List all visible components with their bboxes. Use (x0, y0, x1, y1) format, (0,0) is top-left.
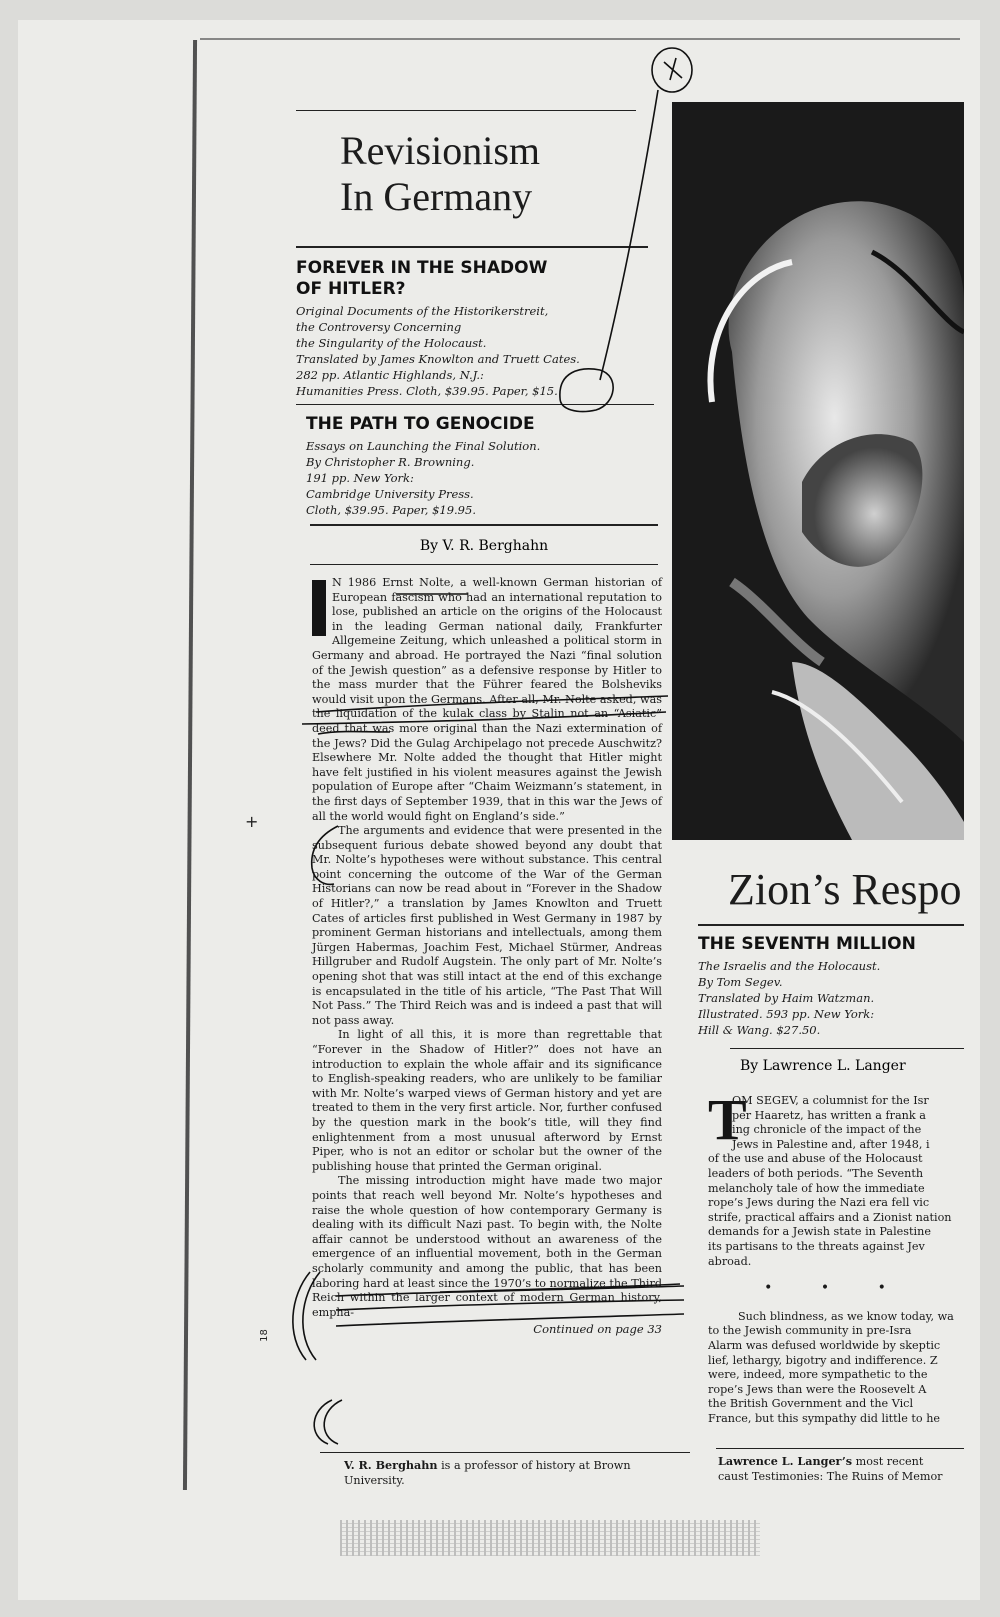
author-bio: is a professor of history at Brown University. (344, 1459, 631, 1487)
body-paragraph: The missing introduction might have made two major points that reach well beyond Mr. Nolte’s hypotheses and raise the whole question of how contemporary Germany is dealing with its difficult Nazi past. To begin with, the Nolte affair cannot be understood without an awareness of the emergence of an influential movement, both in the German scholarly community and among the public, that has been laboring hard at least since the 1970’s to normalize the Third Reich within the larger context of modern German history, empha- (312, 1174, 662, 1319)
author-rule (320, 1452, 690, 1453)
book3-heading: THE SEVENTH MILLION (698, 934, 916, 954)
article2-body (708, 1094, 964, 1426)
body-line: France, but this sympathy did little to he (708, 1411, 941, 1425)
body-paragraph: In light of all this, it is more than regrettable that “Forever in the Shadow of Hitler?” does not have an introduction to explain the whole affair and its significance to English-speaking readers, who are unlikely to be familiar with Mr. Nolte’s warped views of German history and yet are treated to them in the very first article. Nor, further confused by the question mark in the book’s title, will they find enlightenment from a most unusual afterword by Ernst Piper, who is not an editor or scholar but the owner of the publishing house that printed the German original. (312, 1028, 662, 1173)
book3-line: The Israelis and the Holocaust. (698, 959, 881, 973)
book2-line: 191 pp. New York: (306, 471, 414, 485)
article1-body (312, 576, 662, 1337)
continued-note: Continued on page 33 (533, 1322, 662, 1337)
article2-author-rule (716, 1448, 964, 1449)
body-line: to the Jewish community in pre-Isra (708, 1324, 912, 1338)
byline-top-rule (310, 524, 658, 526)
dropcap-t: T (708, 1094, 747, 1152)
book1-line: Translated by James Knowlton and Truett Cates. (296, 352, 580, 366)
book3-line: Translated by Haim Watzman. (698, 991, 875, 1005)
book1-line: the Singularity of the Holocaust. (296, 336, 487, 350)
book3-line: Illustrated. 593 pp. New York: (698, 1007, 875, 1021)
book1-line: the Controversy Concerning (296, 320, 462, 334)
title-line-2: In Germany (340, 174, 533, 219)
body-line: demands for a Jewish state in Palestine (708, 1225, 931, 1239)
book-divider-rule (296, 404, 654, 405)
body-line: rope’s Jews than were the Roosevelt A (708, 1382, 927, 1396)
book1-line: Original Documents of the Historikerstreit, (296, 304, 549, 318)
body-line: ing chronicle of the impact of the (732, 1123, 922, 1137)
title-bottom-rule (296, 246, 648, 248)
plus-mark: + (245, 812, 259, 831)
section-dots: • • • (764, 1280, 908, 1297)
body-line: per Haaretz, has written a frank a (732, 1108, 926, 1122)
body-line: strife, practical affairs and a Zionist nation (708, 1210, 952, 1224)
photocopy-smudge (340, 1520, 760, 1556)
body-line: lief, lethargy, bigotry and indifference. Z (708, 1353, 938, 1367)
book2-heading: THE PATH TO GENOCIDE (306, 414, 535, 434)
body-line: its partisans to the threats against Jev (708, 1239, 925, 1253)
byline-bottom-rule (310, 564, 658, 565)
book1-line: 282 pp. Atlantic Highlands, N.J.: (296, 368, 484, 382)
article2-author-note (718, 1454, 964, 1484)
author-bio: most recent (852, 1455, 924, 1468)
body-line: the British Government and the Vicl (708, 1397, 914, 1411)
body-line: abroad. (708, 1254, 752, 1268)
book2-info (306, 414, 676, 518)
photo-figure-drawing (672, 102, 964, 840)
article2-title-rule (698, 924, 964, 926)
body-line: Such blindness, as we know today, wa (738, 1309, 954, 1323)
body-line: rope’s Jews during the Nazi era fell vic (708, 1196, 930, 1210)
book2-line: By Christopher R. Browning. (306, 455, 475, 469)
book3-line: By Tom Segev. (698, 975, 783, 989)
author-name: Lawrence L. Langer’s (718, 1454, 853, 1468)
book3-line: Hill & Wang. $27.50. (698, 1023, 821, 1037)
book1-info (296, 258, 666, 399)
article2-byline: By Lawrence L. Langer (740, 1058, 906, 1074)
body-line: melancholy tale of how the immediate (708, 1181, 925, 1195)
body-line: of the use and abuse of the Holocaust (708, 1152, 923, 1166)
author-name: V. R. Berghahn (344, 1458, 438, 1472)
title-top-rule (296, 110, 636, 111)
article-title (340, 128, 640, 220)
article2-byline-rule (730, 1048, 964, 1049)
illustration-photo (672, 102, 964, 840)
article2-title: Zion’s Respo (728, 865, 962, 914)
body-line: Jews in Palestine and, after 1948, i (732, 1137, 930, 1151)
book1-line: Humanities Press. Cloth, $39.95. Paper, $15. (296, 384, 558, 398)
book2-line: Cambridge University Press. (306, 487, 474, 501)
dropcap-i: I (312, 580, 326, 636)
body-line: were, indeed, more sympathetic to the (708, 1368, 928, 1382)
body-line: leaders of both periods. “The Seventh (708, 1166, 924, 1180)
book3-info (698, 934, 964, 1038)
author-bio: caust Testimonies: The Ruins of Memor (718, 1470, 943, 1483)
body-paragraph: The arguments and evidence that were presented in the subsequent furious debate showed beyond any doubt that Mr. Nolte’s hypotheses were without substance. This central point concerning the outcome of the War of the German Historians can now be read about in “Forever in the Shadow of Hitler?,” a translation by James Knowlton and Truett Cates of articles first published in West Germany in 1987 by prominent German historians and intellectuals, among them Jürgen Habermas, Joachim Fest, Michael Stürmer, Andreas Hillgruber and Rudolf Augstein. The only part of Mr. Nolte’s opening shot that was still intact at the end of this exchange is encapsulated in the title of his article, “The Past That Will Not Pass.” The Third Reich was and is indeed a past that will not pass away. (312, 824, 662, 1027)
article1-byline: By V. R. Berghahn (419, 538, 549, 554)
book2-line: Cloth, $39.95. Paper, $19.95. (306, 503, 476, 517)
page-number: 18 (258, 1329, 270, 1342)
book2-line: Essays on Launching the Final Solution. (306, 439, 541, 453)
author-note (344, 1458, 692, 1488)
clipping-top-edge (200, 38, 960, 40)
body-line: Alarm was defused worldwide by skeptic (708, 1338, 941, 1352)
book1-heading: FOREVER IN THE SHADOW OF HITLER? (296, 258, 548, 299)
body-paragraph: N 1986 Ernst Nolte, a well-known German historian of European fascism who had an international reputation to lose, published an article on the origins of the Holocaust in the leading German national daily, Frankfurter Allgemeine Zeitung, which unleashed a political storm in Germany and abroad. He portrayed the Nazi “final solution of the Jewish question” as a defensive response by Hitler to the mass murder that the Führer feared the Bolsheviks would visit upon the Germans. After all, Mr. Nolte asked, was the liquidation of the kulak class by Stalin not an “Asiatic” deed that was more original than the Nazi extermination of the Jews? Did the Gulag Archipelago not precede Auschwitz? Elsewhere Mr. Nolte added the thought that Hitler might have felt justified in his violent measures against the Jewish population of Europe after “Chaim Weizmann’s statement, in the first days of September 1939, that in this war the Jews of all the world would fight on England’s side.” (312, 576, 662, 823)
body-line: OM SEGEV, a columnist for the Isr (732, 1094, 929, 1107)
title-line-1: Revisionism (340, 128, 541, 173)
